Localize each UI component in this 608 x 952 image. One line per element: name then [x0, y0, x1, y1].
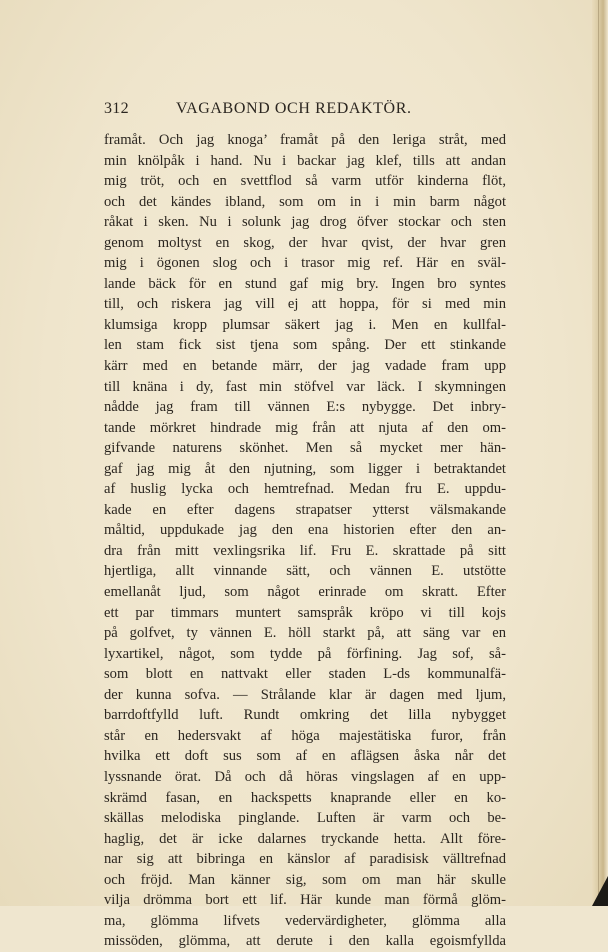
- text-line: måltid, uppdukade jag den ena historien efter den an-: [104, 522, 506, 539]
- text-line: skrämd fasan, en hackspetts knaprande eller en ko-: [104, 789, 506, 806]
- page-header: [104, 100, 504, 124]
- text-line: af huslig lycka och hemtrefnad. Medan fru E. uppdu-: [104, 481, 506, 498]
- text-line: på golfvet, ty vännen E. höll starkt på, att säng var en: [104, 625, 506, 642]
- running-title: VAGABOND OCH REDAKTÖR.: [176, 100, 412, 117]
- text-line: ma, glömma lifvets vedervärdigheter, glömma alla: [104, 912, 506, 929]
- page-edge-line: [598, 0, 599, 906]
- text-line: emellanåt ljud, som något erinrade om skratt. Efter: [104, 584, 506, 601]
- text-line: klumsiga kropp plumsar säkert jag i. Men en kullfal-: [104, 316, 506, 333]
- text-line: missöden, glömma, att derute i den kalla egoismfyllda: [104, 933, 506, 950]
- text-line: och fröjd. Man känner sig, som om man här skulle: [104, 871, 506, 888]
- text-line: som blott en nattvakt eller staden L-ds kommunalfä-: [104, 666, 506, 683]
- text-line: framåt. Och jag knoga’ framåt på den leriga stråt, med: [104, 132, 506, 148]
- text-line: mig tröt, och en svettflod så varm utför kinderna flöt,: [104, 173, 506, 190]
- text-line: till, och riskera jag vill ej att hoppa, för si med min: [104, 296, 506, 313]
- text-line: kade en efter dagens strapatser ytterst välsmakande: [104, 501, 506, 518]
- text-line: barrdoftfylld luft. Rundt omkring det lilla nybygget: [104, 707, 506, 724]
- text-line: min knölpåk i hand. Nu i backar jag klef, tills att andan: [104, 152, 506, 169]
- text-line: tande mörkret hindrade mig från att njuta af den om-: [104, 419, 506, 436]
- text-line: mig i ögonen slog och i trasor mig ref. Här en sväl-: [104, 255, 506, 272]
- text-line: lyssnande örat. Då och då höras vingslagen af en upp-: [104, 768, 506, 785]
- text-line: nådde jag fram till vännen E:s nybygge. Det inbry-: [104, 399, 506, 416]
- text-line: och det kändes ibland, som om in i min barm något: [104, 193, 506, 210]
- text-line: gaf jag mig åt den njutning, som ligger i betraktandet: [104, 460, 506, 477]
- text-line: hjertliga, allt vinnande sätt, och vännen E. utstötte: [104, 563, 506, 580]
- page-number: 312: [104, 100, 129, 117]
- text-line: ett par timmars muntert samspråk kröpo vi till kojs: [104, 604, 506, 621]
- text-line: gifvande naturens skönhet. Men så mycket mer hän-: [104, 440, 506, 457]
- text-line: haglig, det är icke dalarnes tryckande hetta. Allt före-: [104, 830, 506, 847]
- text-line: genom moltyst en skog, der hvar qvist, der hvar gren: [104, 234, 506, 251]
- text-line: står en hedersvakt af höga majestätiska furor, från: [104, 727, 506, 744]
- text-line: len stam fick sist tjena som spång. Der ett stinkande: [104, 337, 506, 354]
- body-text: [104, 130, 506, 952]
- text-line: vilja drömma bort ett lif. Här kunde man förmå glöm-: [104, 892, 506, 909]
- text-line: lyxartikel, något, som tydde på förfining. Jag sof, så-: [104, 645, 506, 662]
- text-line: råkat i sken. Nu i solunk jag drog öfver stockar och sten: [104, 214, 506, 231]
- text-line: lande bäck för en stund gaf mig bry. Ingen bro syntes: [104, 275, 506, 292]
- text-line: hvilka ett doft sus som af en aflägsen åska når det: [104, 748, 506, 765]
- text-line: nar sig att bibringa en känslor af paradisisk välltrefnad: [104, 851, 506, 868]
- text-line: der kunna sofva. — Strålande klar är dagen med ljum,: [104, 686, 506, 703]
- text-line: till knäna i dy, fast min stöfvel var läck. I skymningen: [104, 378, 506, 395]
- page-edge: [592, 0, 608, 906]
- text-line: dra från mitt vexlingsrika lif. Fru E. skrattade på sitt: [104, 542, 506, 559]
- text-line: skällas melodiska pinglande. Luften är varm och be-: [104, 810, 506, 827]
- text-line: kärr med en betande märr, der jag vadade fram upp: [104, 358, 506, 375]
- corner-tab: [592, 876, 608, 906]
